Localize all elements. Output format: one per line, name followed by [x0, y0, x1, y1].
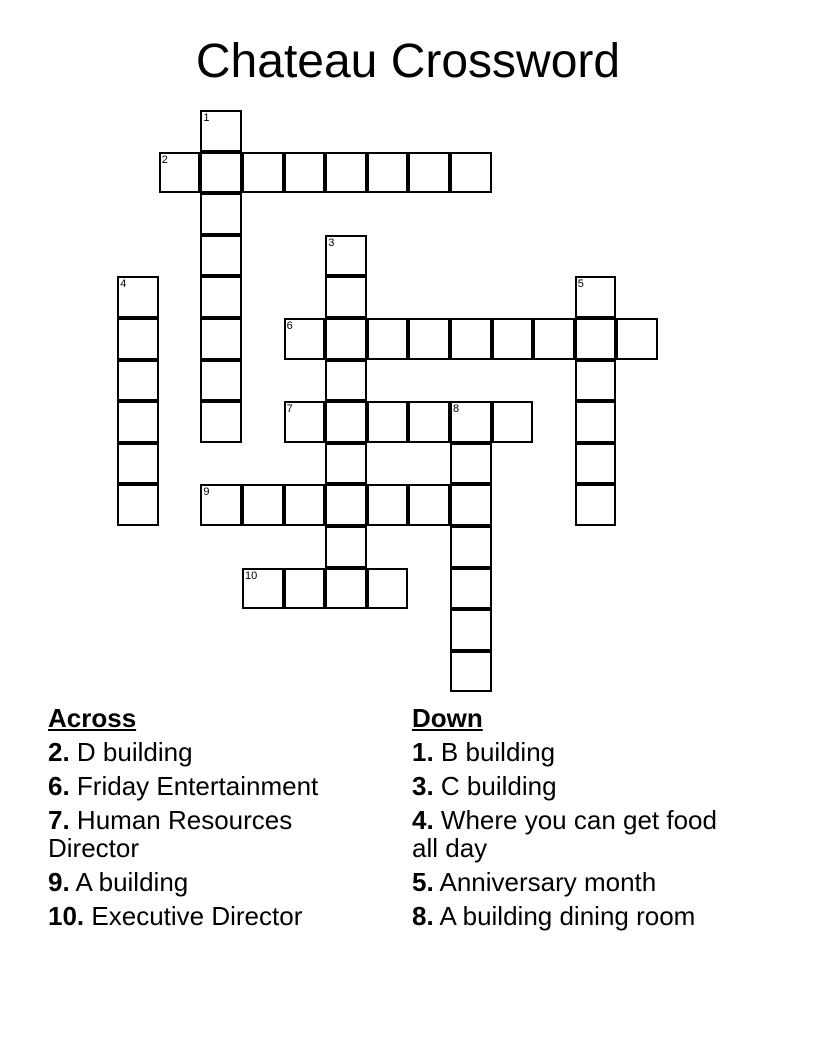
- clue-number: 2.: [48, 737, 70, 767]
- grid-cell[interactable]: [200, 484, 242, 526]
- clue-text: Friday Entertainment: [76, 771, 319, 801]
- clue-number: 10.: [48, 901, 85, 931]
- grid-cell[interactable]: [325, 484, 367, 526]
- clue-item: [48, 772, 368, 800]
- grid-cell[interactable]: [367, 401, 409, 443]
- grid-cell[interactable]: [117, 401, 159, 443]
- grid-cell[interactable]: [450, 401, 492, 443]
- grid-cell[interactable]: [450, 152, 492, 194]
- grid-cell[interactable]: [450, 318, 492, 360]
- grid-cell[interactable]: [325, 568, 367, 610]
- grid-cell[interactable]: [284, 568, 326, 610]
- clue-item: [48, 902, 368, 930]
- grid-cell[interactable]: [325, 401, 367, 443]
- grid-cell[interactable]: [117, 276, 159, 318]
- grid-cell[interactable]: [117, 484, 159, 526]
- grid-cell[interactable]: [367, 152, 409, 194]
- clue-text: A building dining room: [439, 901, 696, 931]
- clue-text: Where you can get food all day: [412, 805, 717, 863]
- grid-cell[interactable]: [200, 193, 242, 235]
- clue-number: 6.: [48, 771, 70, 801]
- clue-item: [412, 868, 742, 896]
- grid-cell[interactable]: [200, 152, 242, 194]
- page-title: Chateau Crossword: [195, 35, 621, 88]
- cell-number: 6: [286, 320, 293, 332]
- clue-number: 9.: [48, 867, 70, 897]
- down-heading: Down: [412, 703, 483, 733]
- grid-cell[interactable]: [450, 526, 492, 568]
- grid-cell[interactable]: [200, 401, 242, 443]
- grid-cell[interactable]: [575, 276, 617, 318]
- clue-item: [412, 738, 742, 766]
- grid-cell[interactable]: [367, 484, 409, 526]
- grid-cell[interactable]: [117, 443, 159, 485]
- across-heading: Across: [48, 703, 137, 733]
- clue-text: Anniversary month: [439, 867, 657, 897]
- grid-cell[interactable]: [408, 484, 450, 526]
- grid-cell[interactable]: [200, 110, 242, 152]
- grid-cell[interactable]: [200, 318, 242, 360]
- grid-cell[interactable]: [367, 318, 409, 360]
- grid-cell[interactable]: [575, 484, 617, 526]
- cell-number: 5: [577, 278, 584, 291]
- grid-cell[interactable]: [242, 484, 284, 526]
- clue-number: 7.: [48, 805, 70, 835]
- clue-item: [412, 772, 742, 800]
- grid-cell[interactable]: [367, 568, 409, 610]
- clue-number: 4.: [412, 805, 434, 835]
- clue-text: C building: [440, 771, 557, 801]
- cell-number: 1: [203, 112, 210, 124]
- grid-cell[interactable]: [284, 484, 326, 526]
- grid-cell[interactable]: [450, 651, 492, 693]
- grid-cell[interactable]: [450, 609, 492, 651]
- cell-number: 8: [453, 403, 460, 416]
- grid-cell[interactable]: [200, 276, 242, 318]
- clue-text: B building: [440, 737, 556, 767]
- clue-number: 8.: [412, 901, 434, 931]
- grid-cell[interactable]: [325, 318, 367, 360]
- grid-cell[interactable]: [408, 152, 450, 194]
- grid-cell[interactable]: [325, 235, 367, 277]
- grid-cell[interactable]: [450, 443, 492, 485]
- grid-cell[interactable]: [325, 360, 367, 402]
- clue-item: [412, 902, 742, 930]
- cell-number: 9: [203, 486, 210, 499]
- grid-cell[interactable]: [533, 318, 575, 360]
- grid-cell[interactable]: [242, 152, 284, 194]
- cell-number: 4: [120, 278, 127, 291]
- grid-cell[interactable]: [284, 318, 326, 360]
- grid-cell[interactable]: [575, 318, 617, 360]
- cell-number: 10: [245, 569, 258, 582]
- grid-cell[interactable]: [575, 401, 617, 443]
- grid-cell[interactable]: [450, 568, 492, 610]
- grid-cell[interactable]: [408, 401, 450, 443]
- clue-number: 1.: [412, 737, 434, 767]
- grid-cell[interactable]: [325, 443, 367, 485]
- clue-item: [412, 806, 742, 862]
- grid-cell[interactable]: [117, 318, 159, 360]
- clue-item: [48, 738, 368, 766]
- grid-cell[interactable]: [242, 568, 284, 610]
- clue-item: [48, 806, 368, 862]
- cell-number: 3: [328, 236, 335, 249]
- clue-item: [48, 868, 368, 896]
- grid-cell[interactable]: [575, 360, 617, 402]
- grid-cell[interactable]: [492, 318, 534, 360]
- clue-text: Human Resources Director: [48, 805, 293, 863]
- grid-cell[interactable]: [616, 318, 658, 360]
- grid-cell[interactable]: [450, 484, 492, 526]
- grid-cell[interactable]: [284, 401, 326, 443]
- clue-text: A building: [75, 867, 189, 897]
- grid-cell[interactable]: [492, 401, 534, 443]
- grid-cell[interactable]: [325, 276, 367, 318]
- across-clues: [48, 704, 368, 936]
- grid-cell[interactable]: [117, 360, 159, 402]
- clue-number: 5.: [412, 867, 434, 897]
- clue-text: Executive Director: [91, 901, 303, 931]
- cell-number: 7: [286, 403, 293, 416]
- down-clues: [412, 704, 742, 936]
- clue-number: 3.: [412, 771, 434, 801]
- grid-cell[interactable]: [325, 152, 367, 194]
- cell-number: 2: [161, 153, 168, 166]
- grid-cell[interactable]: [284, 152, 326, 194]
- grid-cell[interactable]: [575, 443, 617, 485]
- grid-cell[interactable]: [200, 360, 242, 402]
- grid-cell[interactable]: [408, 318, 450, 360]
- grid-cell[interactable]: [325, 526, 367, 568]
- clue-text: D building: [76, 737, 193, 767]
- grid-cell[interactable]: [200, 235, 242, 277]
- grid-cell[interactable]: [159, 152, 201, 194]
